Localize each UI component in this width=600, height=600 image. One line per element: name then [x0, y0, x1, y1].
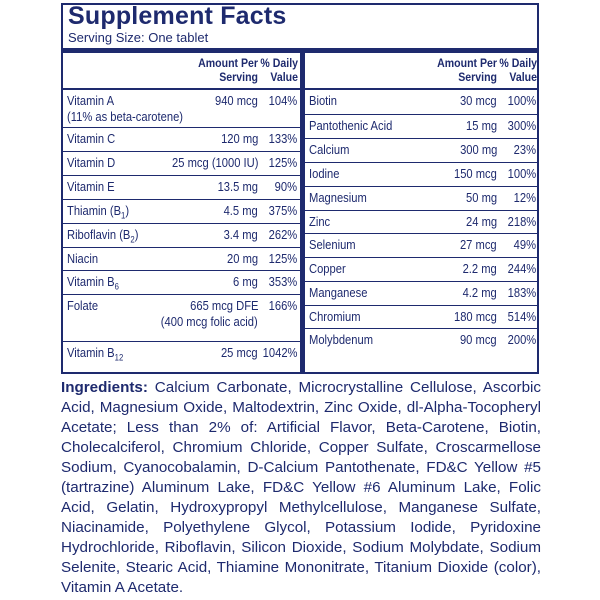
nutrient-amount: 50 mg — [465, 190, 497, 205]
nutrient-amount: 15 mg — [465, 118, 497, 133]
nutrient-row — [305, 90, 539, 115]
nutrient-name: Riboflavin $(B_2)$ — [67, 227, 139, 245]
nutrient-name: Selenium — [309, 237, 356, 252]
nutrient-daily-value: 218% — [507, 214, 536, 229]
dv-header-line1: % Daily — [260, 56, 298, 70]
nutrient-amount: 25 mcg — [221, 345, 258, 360]
nutrient-row — [63, 271, 300, 295]
nutrient-daily-value: 1042% — [262, 345, 297, 360]
nutrient-daily-value: 166% — [268, 298, 297, 313]
nutrient-amount: 180 mcg — [454, 309, 497, 324]
dv-header-line1: % Daily — [499, 56, 537, 70]
nutrient-amount: 24 mg — [465, 214, 497, 229]
nutrient-name: Iodine — [309, 166, 340, 181]
nutrient-amount: 90 mcg — [460, 332, 497, 347]
nutrient-amount: 665 mcg DFE — [189, 298, 258, 313]
nutrient-name: Manganese — [309, 285, 368, 300]
nutrient-name: Molybdenum — [309, 332, 374, 347]
nutrient-amount: 2.2 mg — [462, 261, 497, 276]
nutrient-amount: 6 mg — [233, 274, 258, 289]
nutrient-row — [63, 248, 300, 271]
nutrient-name: Biotin — [309, 93, 337, 108]
nutrient-daily-value: 200% — [507, 332, 536, 347]
panel-title: Supplement Facts — [68, 2, 287, 30]
nutrient-row — [305, 258, 539, 282]
nutrient-note: (400 mcg folic acid) — [161, 314, 258, 329]
nutrient-row — [63, 224, 300, 248]
nutrient-daily-value: 100% — [507, 166, 536, 181]
nutrient-row — [63, 128, 300, 152]
nutrient-amount: 4.5 mg — [223, 203, 258, 218]
nutrient-amount: 25 mcg (1000 IU) — [171, 155, 258, 170]
nutrient-row — [305, 115, 539, 139]
nutrient-amount: 120 mg — [220, 131, 258, 146]
nutrient-name: Vitamin E — [67, 179, 115, 194]
nutrient-row — [305, 187, 539, 211]
nutrient-daily-value: 133% — [268, 131, 297, 146]
nutrient-row — [305, 306, 539, 329]
nutrient-name: Copper — [309, 261, 346, 276]
nutrient-daily-value: 262% — [268, 227, 297, 242]
nutrient-daily-value: 125% — [268, 155, 297, 170]
amount-header-line1: Amount Per — [437, 56, 497, 70]
nutrient-daily-value: 49% — [513, 237, 536, 252]
nutrient-daily-value: 100% — [507, 93, 536, 108]
nutrient-name: Vitamin $B_{12}$ — [67, 345, 124, 363]
nutrient-row — [63, 90, 300, 128]
serving-size: Serving Size: One tablet — [68, 30, 209, 45]
amount-header-line2: Serving — [458, 70, 497, 84]
nutrient-daily-value: 244% — [507, 261, 536, 276]
nutrient-name: Pantothenic Acid — [309, 118, 393, 133]
supplement-facts-panel — [61, 3, 539, 374]
nutrient-row — [305, 329, 539, 360]
nutrient-amount: 20 mg — [226, 251, 258, 266]
nutrient-daily-value: 353% — [268, 274, 297, 289]
nutrient-daily-value: 514% — [507, 309, 536, 324]
nutrient-amount: 300 mg — [459, 142, 497, 157]
nutrient-name: Chromium — [309, 309, 361, 324]
nutrient-row — [63, 152, 300, 176]
nutrient-note: (11% as beta-carotene) — [67, 109, 184, 124]
nutrient-amount: 27 mcg — [460, 237, 497, 252]
nutrient-row — [63, 176, 300, 200]
nutrient-row — [63, 342, 300, 367]
nutrient-row — [63, 200, 300, 224]
nutrient-daily-value: 104% — [268, 93, 297, 108]
dv-header-line2: Value — [270, 70, 298, 84]
column-header — [305, 53, 539, 90]
column-header — [63, 53, 300, 90]
left-column — [63, 53, 300, 372]
amount-header-line2: Serving — [219, 70, 258, 84]
nutrient-daily-value: 90% — [274, 179, 297, 194]
nutrient-name: Vitamin $B_6$ — [67, 274, 119, 292]
nutrient-name: Vitamin C — [67, 131, 116, 146]
nutrient-name: Calcium — [309, 142, 350, 157]
nutrient-daily-value: 12% — [513, 190, 536, 205]
nutrient-amount: 150 mcg — [454, 166, 497, 181]
nutrient-name: Vitamin A — [67, 93, 115, 108]
nutrient-name: Vitamin D — [67, 155, 116, 170]
nutrient-daily-value: 23% — [513, 142, 536, 157]
nutrient-amount: 13.5 mg — [217, 179, 258, 194]
nutrient-amount: 940 mcg — [215, 93, 258, 108]
nutrient-row — [305, 163, 539, 187]
nutrient-row — [63, 295, 300, 342]
nutrient-row — [305, 139, 539, 163]
amount-header-line1: Amount Per — [198, 56, 258, 70]
nutrient-row — [305, 211, 539, 234]
nutrient-name: Folate — [67, 298, 99, 313]
dv-header-line2: Value — [509, 70, 537, 84]
nutrient-daily-value: 125% — [268, 251, 297, 266]
nutrient-daily-value: 375% — [268, 203, 297, 218]
nutrient-row — [305, 234, 539, 258]
nutrient-amount: 4.2 mg — [462, 285, 497, 300]
nutrient-name: Thiamin $(B_1)$ — [67, 203, 130, 221]
nutrient-daily-value: 183% — [507, 285, 536, 300]
nutrient-amount: 3.4 mg — [223, 227, 258, 242]
ingredients-label: Ingredients: — [61, 379, 148, 396]
ingredients-text: Calcium Carbonate, Microcrystalline Cellulose, Ascorbic Acid, Magnesium Oxide, Maltodextrin, Zinc Oxide, dl-Alpha-Tocopheryl Acetate; Less than 2% of: Artificial Flavor, Beta-Carotene, Biotin, Cholecalciferol, Chromium Chloride, Copper Sulfate, Croscarmellose Sodium, Cyanocobalamin, D-Calcium Pantothenate, FD&C Yellow #5 (tartrazine) Aluminum Lake, FD&C Yellow #6 Aluminum Lake, Folic Acid, Gelatin, Hydroxypropyl Methylcellulose, Manganese Sulfate, Niacinamide, Polyethylene Glycol, Potassium Iodide, Pyridoxine Hydrochloride, Riboflavin, Silicon Dioxide, Sodium Molybdate, Sodium Selenite, Stearic Acid, Thiamine Mononitrate, Titanium Dioxide (color), Vitamin A Acetate. — [61, 379, 541, 596]
nutrient-amount: 30 mcg — [460, 93, 497, 108]
nutrient-row — [305, 282, 539, 306]
nutrient-daily-value: 300% — [507, 118, 536, 133]
nutrient-name: Magnesium — [309, 190, 367, 205]
ingredients-block — [61, 378, 541, 598]
right-column — [305, 53, 539, 372]
nutrient-name: Zinc — [309, 214, 331, 229]
nutrient-name: Niacin — [67, 251, 99, 266]
